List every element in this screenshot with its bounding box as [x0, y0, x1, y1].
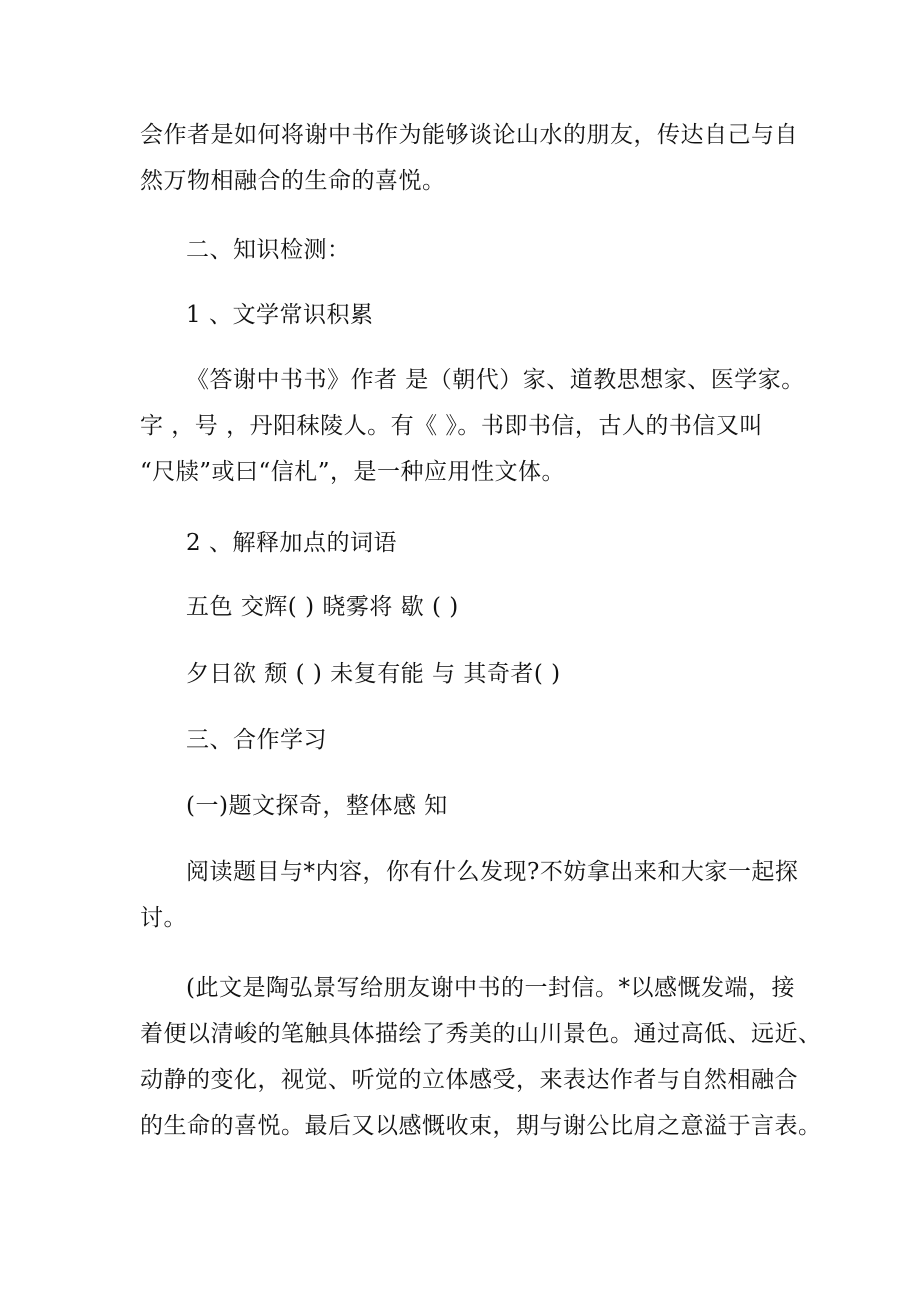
- text-line: 字 ，号 ，丹阳秣陵人。有《 》。书即书信，古人的书信又叫: [140, 413, 763, 439]
- heading-text: (一)题文探奇，整体感 知: [186, 793, 448, 819]
- text-line: 夕日欲 颓 ( ) 未复有能 与 其奇者( ): [186, 661, 561, 687]
- section-heading-knowledge-check: [140, 227, 780, 273]
- text-line: 阅读题目与*内容，你有什么发现?不妨拿出来和大家一起探: [186, 859, 799, 885]
- heading-text: 三、合作学习: [186, 727, 327, 753]
- heading-text: 2 、解释加点的词语: [186, 530, 397, 556]
- text-line: 着便以清峻的笔触具体描绘了秀美的山川景色。通过高低、远近、: [140, 1021, 822, 1047]
- paragraph-intro-continued: [140, 112, 798, 204]
- text-line: 的生命的喜悦。最后又以感慨收束，期与谢公比肩之意溢于言表。: [140, 1113, 822, 1139]
- section-heading-cooperative-learning: [140, 717, 780, 763]
- text-line: 讨。: [140, 905, 187, 931]
- text-line: 动静的变化，视觉、听觉的立体感受，来表达作者与自然相融合: [140, 1067, 798, 1093]
- subheading-title-exploration: [140, 783, 780, 829]
- paragraph-author-info: [140, 357, 805, 495]
- heading-text: 1 、文学常识积累: [186, 302, 374, 328]
- text-line: “尺牍”或曰“信札”，是一种应用性文体。: [140, 459, 566, 485]
- subheading-literary-knowledge: [140, 292, 780, 338]
- question-line-2: [140, 651, 780, 697]
- subheading-explain-words: [140, 520, 780, 566]
- text-line: 《答谢中书书》作者 是（朝代）家、道教思想家、医学家。: [186, 367, 805, 393]
- text-line: 然万物相融合的生命的喜悦。: [140, 168, 446, 194]
- question-line-1: [140, 584, 780, 630]
- text-line: 五色 交辉( ) 晓雾将 歇 ( ): [186, 594, 459, 620]
- heading-text: 二、知识检测：: [186, 237, 351, 263]
- text-line: 会作者是如何将谢中书作为能够谈论山水的朋友，传达自己与自: [140, 122, 798, 148]
- paragraph-reading-prompt: [140, 849, 799, 941]
- paragraph-analysis: [140, 965, 822, 1149]
- text-line: (此文是陶弘景写给朋友谢中书的一封信。*以感慨发端，接: [186, 975, 795, 1001]
